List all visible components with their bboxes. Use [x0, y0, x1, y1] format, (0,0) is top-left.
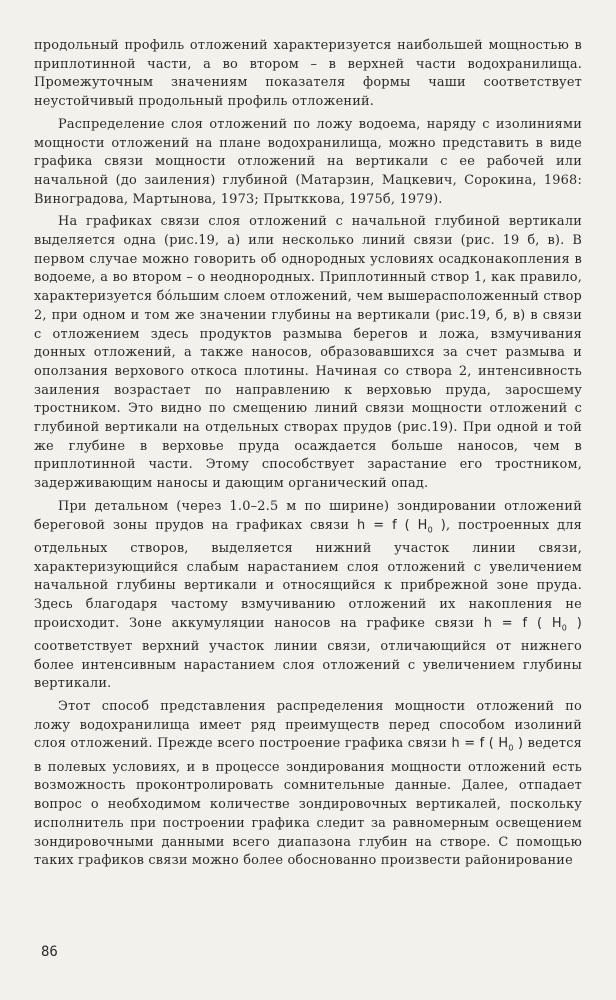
formula-subscript: 0	[508, 744, 514, 754]
formula-rhs: = f ( H	[492, 615, 562, 631]
body-text	[34, 37, 582, 871]
paragraph-5	[34, 698, 582, 871]
paragraph-3: На графиках связи слоя отложений с начальной глубиной вертикали выделяется одна (рис.19, а) или несколько линий связи (рис. 19 б, в). В первом случае можно говорить об однородных условиях осадконакопления в водоеме, а во втором – о неоднородных. Приплотинный створ 1, как правило, характеризуется бóльшим слоем отложений, чем вышерасположенный створ 2, при одном и том же значении глубины на вертикали (рис.19, б, в) в связи с отложением здесь продуктов размыва берегов и ложа, взмучивания донных отложений, а также наносов, образовавшихся за счет размыва и оползания верхового откоса плотины. Начиная со створа 2, интенсивность заиления возрастает по направлению к верховью пруда, заросшему тростником. Это видно по смещению линий связи мощности отложений с глубиной вертикали на отдельных створах прудов (рис.19). При одной и той же глубине в верховье пруда осаждается больше наносов, чем в приплотинной части. Этому способствует зарастание его тростником, задерживающим наносы и дающим органический опад.	[34, 214, 582, 492]
paragraph-4-text-b: , построенных для отдельных створов, выделяется нижний участок линии связи, характеризующийся слабым нарастанием слоя отложений с увеличением начальной глубины вертикали и относящийся к прибрежной зоне пруда. Здесь благодаря частому взмучиванию отложений их накопления не происходит. Зоне аккумуляции наносов на графике связи	[34, 517, 582, 631]
formula-close: )	[567, 615, 582, 631]
paragraph-5-text-a: Этот способ представления распределения мощности отложений по ложу водохранилища имеет ряд преимуществ перед способом изолиний слоя отложений. Прежде всего построение графика связи	[34, 699, 582, 752]
formula-subscript: 0	[427, 525, 433, 535]
formula-h-f-h0	[484, 616, 582, 631]
formula-h-f-h0	[451, 736, 524, 754]
paragraph-4-text-a: При детальном (через 1.0–2.5 м по ширине) зондировании отложений береговой зоны прудов на графиках связи	[34, 498, 582, 533]
paragraph-1: продольный профиль отложений характеризуется наибольшей мощностью в приплотинной части, а во втором – в верхней части водохранилища. Промежуточным значениям показателя формы чаши соответствует неустойчивый продольный профиль отложений.	[34, 38, 582, 110]
formula-lhs: h	[357, 517, 366, 533]
formula-lhs: h	[451, 736, 460, 752]
formula-close: )	[513, 736, 524, 752]
paragraph-2: Распределение слоя отложений по ложу водоема, наряду с изолиниями мощности отложений на плане водохранилища, можно представить в виде графика связи мощности отложений на вертикали с ее рабочей или начальной (до заиления) глубиной (Матарзин, Мацкевич, Сорокина, 1968: Виноградова, Мартынова, 1973; Прытккова, 1975б, 1979).	[34, 116, 582, 207]
formula-subscript: 0	[561, 623, 568, 633]
formula-rhs: = f ( H	[459, 736, 509, 752]
paragraph-4-text-c: соответствует верхний участок линии связи, отличающийся от нижнего более интенсивным нарастанием слоя отложений с увеличением глубины вертикали.	[34, 638, 582, 692]
paragraph-5-text-b: ведется в полевых условиях, и в процессе зондирования мощности отложений есть возможность проконтролировать сомнительные данные. Далее, отпадает вопрос о необходимом количестве зондировочных вертикалей, поскольку исполнитель при построении графика следит за равномерным освещением зондировочными данными всего диапазона глубин на створе. С помощью таких графиков связи можно более обоснованно произвести районирование	[34, 736, 582, 869]
formula-close: )	[432, 517, 446, 533]
formula-rhs: = f ( H	[365, 517, 428, 533]
formula-h-f-h0	[357, 518, 446, 533]
page-number: 86	[41, 944, 58, 960]
formula-lhs: h	[483, 615, 493, 631]
paragraph-4	[34, 498, 582, 694]
